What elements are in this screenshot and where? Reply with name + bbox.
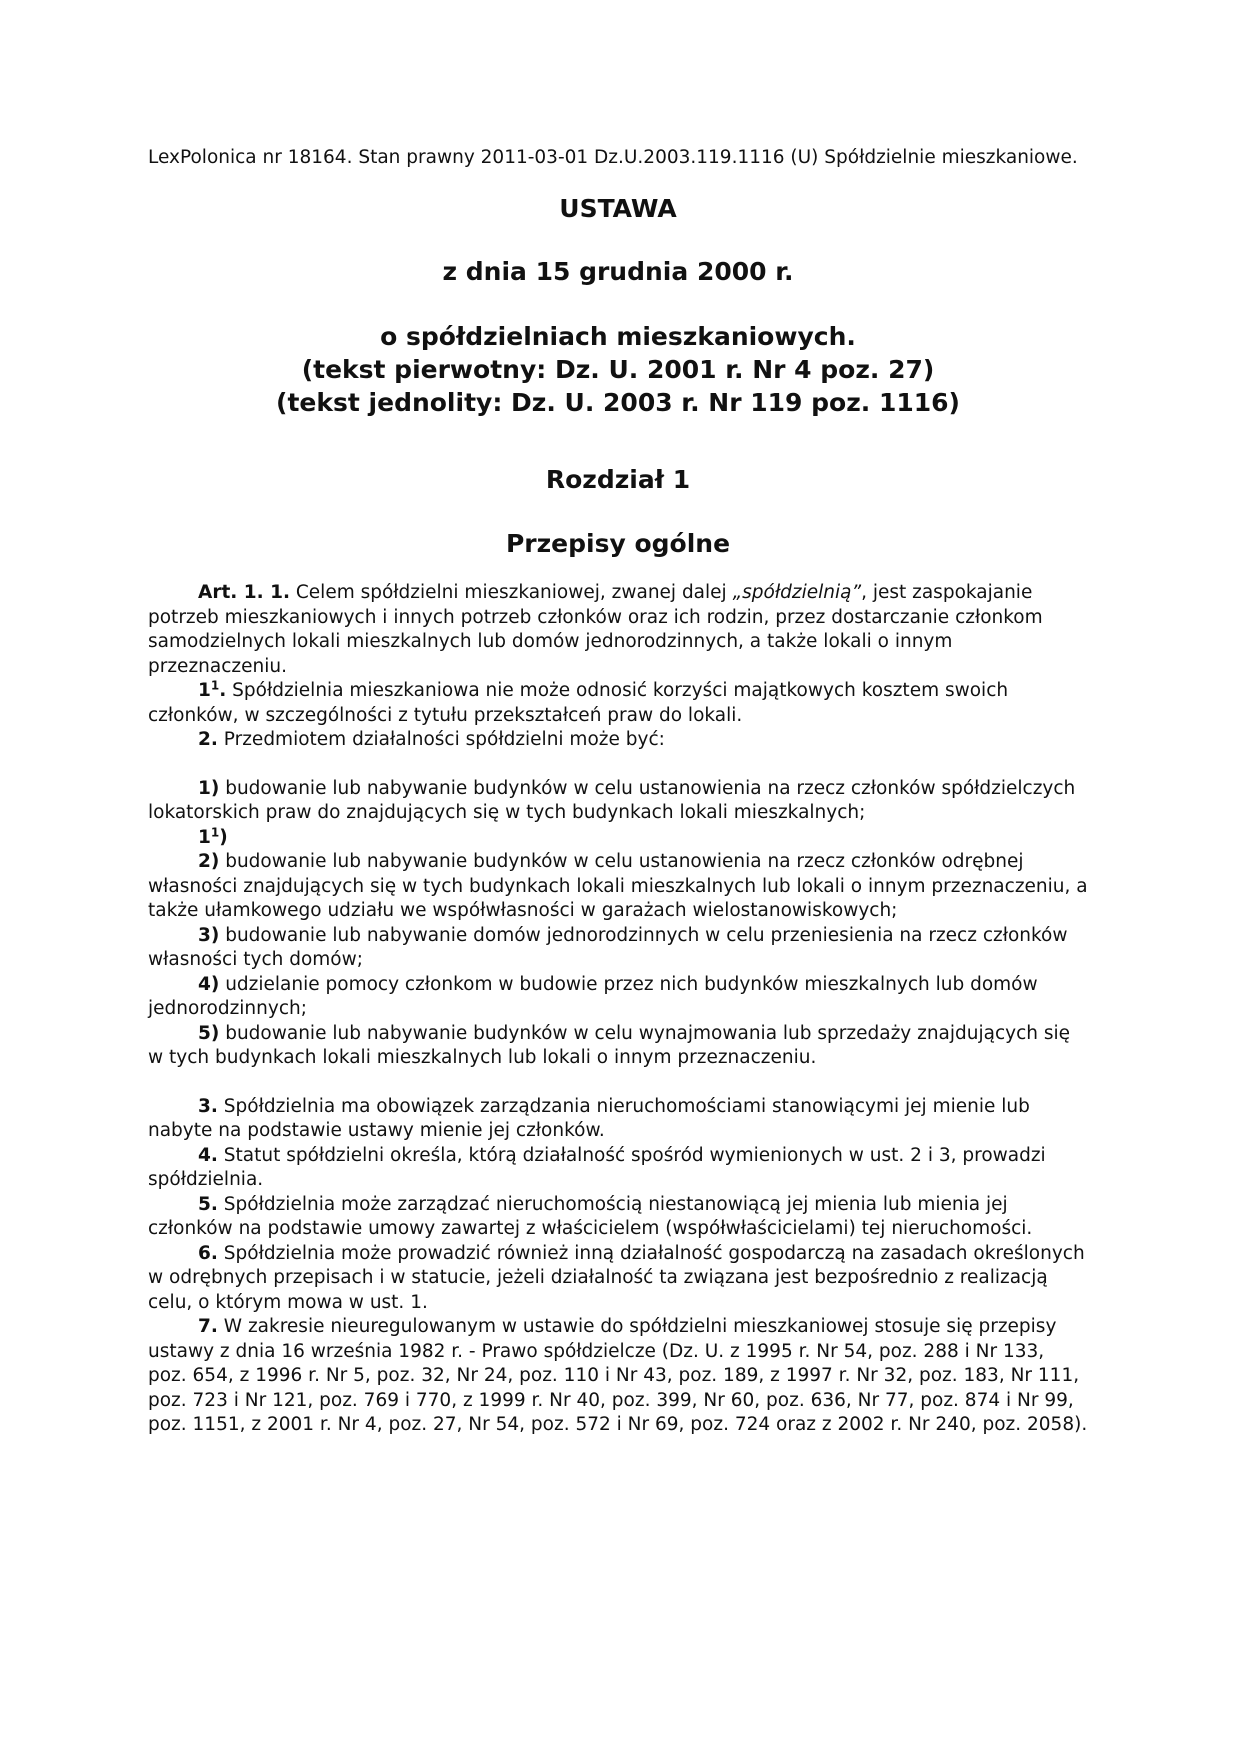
- list-item-3-label: 3): [198, 924, 220, 946]
- list-item-1a-end: ): [219, 826, 228, 848]
- art1-par1a: [148, 679, 1088, 728]
- act-subject: o spółdzielniach mieszkaniowych.: [380, 322, 856, 351]
- document-page: [148, 146, 1088, 1438]
- list-item-1-text: budowanie lub nabywanie budynków w celu ustanowienia na rzecz członków spółdzielczych lokatorskich praw do znajdujących się w tych budynkach lokali mieszkalnych;: [148, 777, 1076, 823]
- art1-par1a-label-num: 1: [198, 680, 211, 701]
- art1-par5-text: Spółdzielnia może zarządzać nieruchomością niestanowiącą jej mienia lub mienia jej członków na podstawie umowy zawartej z właścicielem (współwłaścicielami) tej nieruchomości.: [148, 1193, 1033, 1239]
- art1-par2-text: Przedmiotem działalności spółdzielni może być:: [217, 729, 665, 750]
- list-item-4-label: 4): [198, 973, 220, 995]
- art1-par6-label: 6.: [198, 1242, 218, 1264]
- chapter-number: Rozdział 1: [545, 465, 691, 494]
- article-1: [148, 581, 1088, 1438]
- original-text-ref: (tekst pierwotny: Dz. U. 2001 r. Nr 4 poz. 27): [301, 355, 935, 384]
- list-item-1a-num: 1: [198, 826, 211, 848]
- list-item-5: [148, 1022, 1088, 1071]
- art1-par7-text: W zakresie nieuregulowanym w ustawie do spółdzielni mieszkaniowej stosuje się przepisy ustawy z dnia 16 września 1982 r. - Prawo spółdzielcze (Dz. U. z 1995 r. Nr 54, poz. 288 i Nr 133, poz. 654, z 1996 r. Nr 5, poz. 32, Nr 24, poz. 110 i Nr 43, poz. 189, z 1997 r. Nr 32, poz. 183, Nr 111, poz. 723 i Nr 121, poz. 769 i 770, z 1999 r. Nr 40, poz. 399, Nr 60, poz. 636, Nr 77, poz. 874 i Nr 99, poz. 1151, z 2001 r. Nr 4, poz. 27, Nr 54, poz. 572 i Nr 69, poz. 724 oraz z 2002 r. Nr 240, poz. 2058).: [148, 1316, 1088, 1435]
- art1-par2-label: 2.: [198, 729, 218, 750]
- spacer: [148, 1071, 1088, 1095]
- art1-par3-text: Spółdzielnia ma obowiązek zarządzania nieruchomościami stanowiącymi jej mienie lub nabyte na podstawie ustawy mienie jej członków.: [148, 1095, 1030, 1141]
- art1-par6: [148, 1242, 1088, 1316]
- art1-par7-label: 7.: [198, 1316, 218, 1337]
- art1-par1-label: Art. 1. 1.: [198, 582, 290, 603]
- list-item-2-label: 2): [198, 851, 220, 872]
- document-header: LexPolonica nr 18164. Stan prawny 2011-03-01 Dz.U.2003.119.1116 (U) Spółdzielnie mieszkaniowe.: [148, 147, 1078, 168]
- art1-par1-term: „spółdzielnią”: [732, 582, 862, 603]
- art1-par1a-text: Spółdzielnia mieszkaniowa nie może odnosić korzyści majątkowych kosztem swoich członków, w szczególności z tytułu przekształceń praw do lokali.: [148, 680, 1009, 726]
- art1-par1a-label: [198, 680, 226, 701]
- chapter-title: Przepisy ogólne: [505, 529, 731, 558]
- list-item-4-text: udzielanie pomocy członkom w budowie przez nich budynków mieszkalnych lub domów jednorodzinnych;: [148, 973, 1038, 1019]
- art1-par7: [148, 1315, 1088, 1438]
- art1-par5-label: 5.: [198, 1193, 218, 1215]
- art1-par3-label: 3.: [198, 1095, 218, 1117]
- list-item-3-text: budowanie lub nabywanie domów jednorodzinnych w celu przeniesienia na rzecz członków własności tych domów;: [148, 924, 1068, 970]
- list-item-1: [148, 777, 1088, 826]
- list-item-3: [148, 924, 1088, 973]
- spacer: [148, 753, 1088, 777]
- act-date: z dnia 15 grudnia 2000 r.: [442, 257, 794, 286]
- list-item-2: [148, 850, 1088, 924]
- art1-par6-text: Spółdzielnia może prowadzić również inną działalność gospodarczą na zasadach określonych w odrębnych przepisach i w statucie, jeżeli działalność ta związana jest bezpośrednio z realizacją celu, o którym mowa w ust. 1.: [148, 1242, 1085, 1313]
- list-item-1a-sup: 1: [210, 824, 220, 839]
- art1-par1-text-after: , jest zaspokajanie potrzeb mieszkaniowych i innych potrzeb członków oraz ich rodzin, przez dostarczanie członkom samodzielnych lokali mieszkalnych lub domów jednorodzinnych, a także lokali o innym przeznaczeniu.: [148, 582, 1043, 677]
- list-item-1-label: 1): [198, 777, 220, 799]
- art1-par1-text-before: Celem spółdzielni mieszkaniowej, zwanej dalej: [290, 582, 733, 603]
- list-item-2-text: budowanie lub nabywanie budynków w celu ustanowienia na rzecz członków odrębnej własności znajdujących się w tych budynkach lokali mieszkalnych lub lokali o innym przeznaczeniu, a także ułamkowego udziału we współwłasności w garażach wielostanowiskowych;: [148, 851, 1088, 921]
- art1-par3: [148, 1095, 1088, 1144]
- art1-par4-text: Statut spółdzielni określa, którą działalność spośród wymienionych w ust. 2 i 3, prowadzi spółdzielnia.: [148, 1144, 1046, 1190]
- art1-par4-label: 4.: [198, 1144, 218, 1166]
- art1-par2: [148, 728, 1088, 753]
- art1-par5: [148, 1193, 1088, 1242]
- art1-par1a-label-sup: 1: [210, 678, 220, 693]
- list-item-1a-label: [198, 824, 228, 848]
- list-item-1a: [148, 826, 1088, 851]
- art1-par1a-label-end: .: [219, 680, 227, 701]
- art1-par1: [148, 581, 1088, 679]
- list-item-4: [148, 973, 1088, 1022]
- art1-par4: [148, 1144, 1088, 1193]
- act-title: USTAWA: [559, 194, 677, 223]
- list-item-5-text: budowanie lub nabywanie budynków w celu wynajmowania lub sprzedaży znajdujących się w tych budynkach lokali mieszkalnych lub lokali o innym przeznaczeniu.: [148, 1022, 1071, 1068]
- consolidated-text-ref: (tekst jednolity: Dz. U. 2003 r. Nr 119 poz. 1116): [276, 388, 960, 417]
- list-item-5-label: 5): [198, 1022, 220, 1044]
